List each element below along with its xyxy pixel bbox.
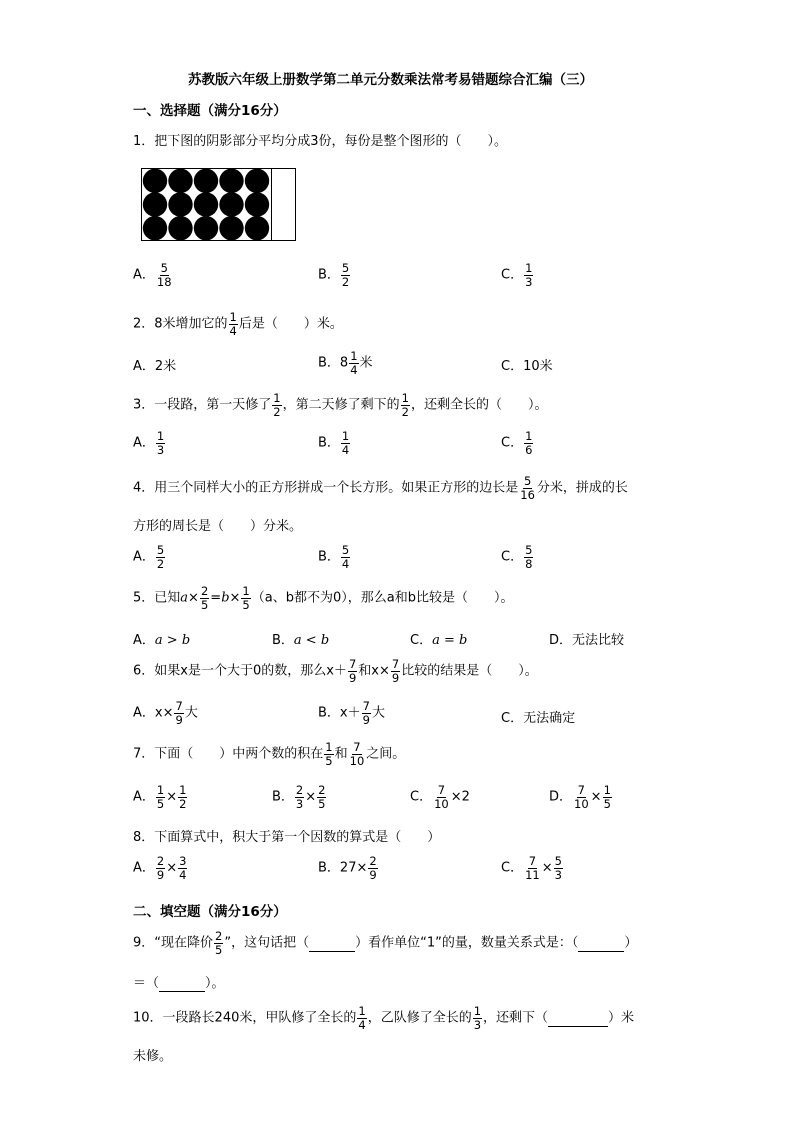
shaded-circle <box>168 169 192 193</box>
q3-option-b[interactable]: B． $\frac{1}{4}$ <box>318 429 350 457</box>
q1-figure-svg <box>142 169 295 240</box>
q2-option-c[interactable]: C．10米 <box>501 359 553 374</box>
question-9-line-2: ＝（ ）。 <box>133 976 225 991</box>
question-6: 6．如果x是一个大于0的数，那么x＋ $\frac{7}{9}$ 和x× $\frac{7}{9}$ 比较的结果是（ ）。 <box>133 657 538 685</box>
q7-option-a[interactable]: A． $\frac{1}{5}$ × $\frac{1}{2}$ <box>133 783 187 811</box>
question-10-line-2: 未修。 <box>133 1049 173 1064</box>
q4-option-a[interactable]: A． $\frac{5}{2}$ <box>133 543 165 571</box>
q3-option-a[interactable]: A． $\frac{1}{3}$ <box>133 429 165 457</box>
fraction: $\frac{1}{4}$ <box>341 429 350 457</box>
question-3: 3．一段路，第一天修了 $\frac{1}{2}$ ，第二天修了剩下的 $\frac{1}{2}$ ，还剩全长的（ ）。 <box>133 391 548 419</box>
fraction: $\frac{1}{6}$ <box>525 429 533 457</box>
fraction: $\frac{1}{3}$ <box>156 429 165 457</box>
fraction: $\frac{7}{9}$ <box>362 699 370 727</box>
fraction: $\frac{1}{5}$ <box>603 783 611 811</box>
fraction: $\frac{7}{11}$ <box>525 854 540 882</box>
fraction: $\frac{5}{2}$ <box>156 543 165 571</box>
fraction: $\frac{7}{10}$ <box>434 783 449 811</box>
fraction: $\frac{2}{9}$ <box>156 854 165 882</box>
fraction: $\frac{1}{2}$ <box>401 391 409 419</box>
fraction: $\frac{5}{16}$ <box>520 474 535 502</box>
fraction: $\frac{1}{2}$ <box>179 783 187 811</box>
q5-option-c[interactable]: C．a = b <box>410 633 468 648</box>
fraction: $\frac{3}{4}$ <box>179 854 187 882</box>
shaded-circle <box>194 216 218 240</box>
fraction: $\frac{1}{5}$ <box>156 783 165 811</box>
question-4-line-1: 4．用三个同样大小的正方形拼成一个长方形。如果正方形的边长是 $\frac{5}{16}$ 分米，拼成的长 <box>133 474 628 502</box>
fraction: $\frac{7}{9}$ <box>348 657 357 685</box>
question-7: 7．下面（ ）中两个数的积在 $\frac{1}{5}$ 和 $\frac{7}{10}$ 之间。 <box>133 740 406 768</box>
fraction: $\frac{2}{5}$ <box>215 929 223 957</box>
fraction: $\frac{5}{8}$ <box>525 543 533 571</box>
question-2: 2．8米增加它的 $\frac{1}{4}$ 后是（ ）米。 <box>133 310 343 338</box>
shaded-circle <box>194 192 218 216</box>
question-8: 8．下面算式中，积大于第一个因数的算式是（ ） <box>133 830 441 845</box>
q3-option-c[interactable]: C． $\frac{1}{6}$ <box>501 429 533 457</box>
q5-option-d[interactable]: D．无法比较 <box>549 633 625 648</box>
q1-option-c[interactable]: C． $\frac{1}{3}$ <box>501 261 533 289</box>
fraction: $\frac{1}{2}$ <box>273 391 281 419</box>
q7-option-b[interactable]: B． $\frac{2}{3}$ × $\frac{2}{5}$ <box>272 783 326 811</box>
shaded-circle <box>143 216 167 240</box>
answer-blank[interactable] <box>548 1011 608 1027</box>
shaded-circle <box>245 192 269 216</box>
fraction: $\frac{7}{10}$ <box>574 783 589 811</box>
fraction: $\frac{1}{4}$ <box>350 349 358 377</box>
q6-option-b[interactable]: B．x＋ $\frac{7}{9}$ 大 <box>318 699 385 727</box>
question-5: 5．已知a× $\frac{2}{5}$ =b× $\frac{1}{5}$ （a、b都不为0），那么a和b比较是（ ）。 <box>133 584 514 612</box>
shaded-circle <box>143 192 167 216</box>
fraction: $\frac{7}{9}$ <box>175 699 183 727</box>
question-9-line-1: 9．“现在降价 $\frac{2}{5}$ ”，这句话把（ ）看作单位“1”的量，数量关系式是：（ ） <box>133 929 638 957</box>
q8-option-a[interactable]: A． $\frac{2}{9}$ × $\frac{3}{4}$ <box>133 854 187 882</box>
q4-option-b[interactable]: B． $\frac{5}{4}$ <box>318 543 350 571</box>
q6-option-c[interactable]: C．无法确定 <box>501 711 576 726</box>
shaded-circle <box>143 169 167 193</box>
fraction: $\frac{1}{4}$ <box>358 1004 366 1032</box>
q5-option-a[interactable]: A．a > b <box>133 633 191 648</box>
shaded-circle <box>245 216 269 240</box>
fraction: $\frac{1}{4}$ <box>229 310 237 338</box>
q7-option-c[interactable]: C． $\frac{7}{10}$ ×2 <box>410 783 470 811</box>
answer-blank[interactable] <box>159 976 205 992</box>
fraction: $\frac{5}{3}$ <box>554 854 562 882</box>
q1-option-b[interactable]: B． $\frac{5}{2}$ <box>318 261 350 289</box>
question-10-line-1: 10．一段路长240米，甲队修了全长的 $\frac{1}{4}$ ，乙队修了全长的 $\frac{1}{3}$ ，还剩下（ ）米 <box>133 1004 635 1032</box>
fraction: $\frac{5}{18}$ <box>156 261 172 289</box>
fraction: $\frac{1}{5}$ <box>242 584 250 612</box>
page-title: 苏教版六年级上册数学第二单元分数乘法常考易错题综合汇编（三） <box>188 72 593 88</box>
question-1: 1．把下图的阴影部分平均分成3份，每份是整个图形的（ ）。 <box>133 134 508 149</box>
q8-option-c[interactable]: C． $\frac{7}{11}$ × $\frac{5}{3}$ <box>501 854 562 882</box>
fraction: $\frac{1}{3}$ <box>525 261 533 289</box>
fraction: $\frac{7}{10}$ <box>349 740 365 768</box>
fraction: $\frac{5}{4}$ <box>341 543 350 571</box>
shaded-circle <box>219 216 243 240</box>
answer-blank[interactable] <box>309 936 355 952</box>
shaded-circle <box>219 192 243 216</box>
q2-option-b[interactable]: B．8 $\frac{1}{4}$ 米 <box>318 349 373 377</box>
fraction: $\frac{1}{3}$ <box>473 1004 482 1032</box>
fraction: $\frac{2}{3}$ <box>295 783 304 811</box>
q7-option-d[interactable]: D． $\frac{7}{10}$ × $\frac{1}{5}$ <box>549 783 611 811</box>
shaded-circle <box>194 169 218 193</box>
q2-option-a[interactable]: A．2米 <box>133 359 177 374</box>
q8-option-b[interactable]: B．27× $\frac{2}{9}$ <box>318 854 377 882</box>
q1-shaded-figure <box>141 168 296 241</box>
q1-option-a[interactable]: A． $\frac{5}{18}$ <box>133 261 172 289</box>
shaded-circle <box>168 192 192 216</box>
shaded-circle <box>168 216 192 240</box>
fraction: $\frac{1}{5}$ <box>325 740 333 768</box>
q4-option-c[interactable]: C． $\frac{5}{8}$ <box>501 543 533 571</box>
question-4-line-2: 方形的周长是（ ）分米。 <box>133 519 303 534</box>
fraction: $\frac{7}{9}$ <box>391 657 400 685</box>
section-heading-choice: 一、选择题（满分16分） <box>133 103 287 119</box>
shaded-circle <box>245 169 269 193</box>
fraction: $\frac{2}{5}$ <box>318 783 326 811</box>
answer-blank[interactable] <box>578 936 624 952</box>
fraction: $\frac{2}{5}$ <box>200 584 209 612</box>
fraction: $\frac{2}{9}$ <box>369 854 377 882</box>
fraction: $\frac{5}{2}$ <box>341 261 350 289</box>
q5-option-b[interactable]: B．a < b <box>272 633 330 648</box>
shaded-circle <box>219 169 243 193</box>
q6-option-a[interactable]: A．x× $\frac{7}{9}$ 大 <box>133 699 198 727</box>
section-heading-fill: 二、填空题（满分16分） <box>133 904 287 920</box>
